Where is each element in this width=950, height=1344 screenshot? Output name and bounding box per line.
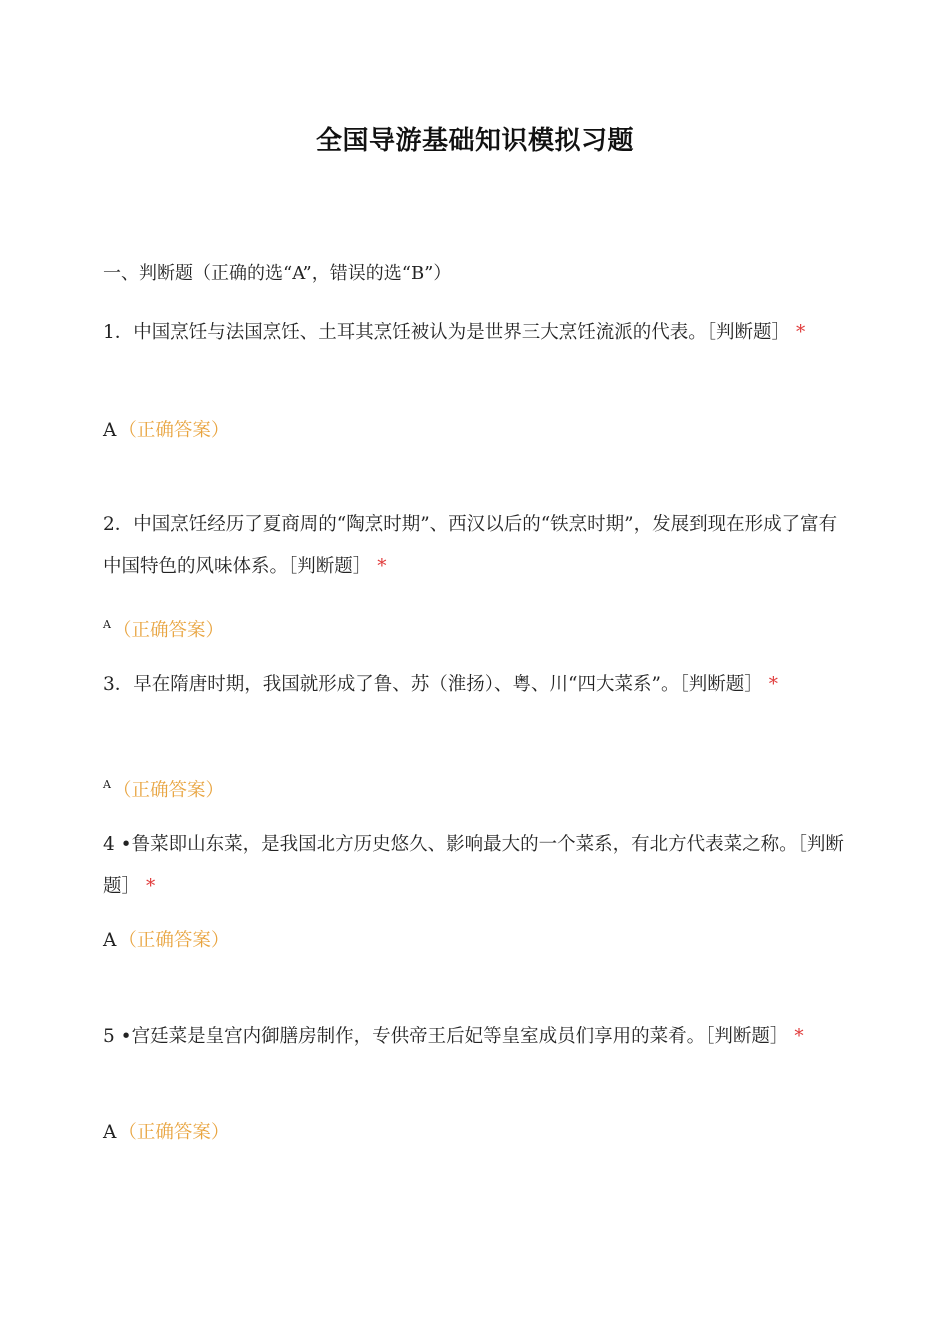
question-3 xyxy=(103,664,845,706)
question-1-text: 1．中国烹饪与法国烹饪、土耳其烹饪被认为是世界三大烹饪流派的代表。［判断题］ xyxy=(103,322,791,343)
section-heading: 一、判断题（正确的选“A”，错误的选“B”） xyxy=(103,263,452,284)
question-2 xyxy=(103,504,845,588)
question-5 xyxy=(103,1016,845,1058)
required-mark: * xyxy=(768,674,778,695)
answer-5-tag: （正确答案） xyxy=(118,1122,230,1143)
question-5-text: 5 •宫廷菜是皇宫内御膳房制作，专供帝王后妃等皇室成员们享用的菜肴。［判断题］ xyxy=(103,1026,789,1047)
answer-2[interactable] xyxy=(103,616,224,642)
page-title: 全国导游基础知识模拟习题 xyxy=(315,126,634,156)
answer-3[interactable] xyxy=(103,776,224,802)
answer-2-option: A xyxy=(103,618,111,631)
answer-5-option: A xyxy=(103,1122,117,1143)
answer-3-option: A xyxy=(103,778,111,791)
answer-1-option: A xyxy=(103,420,117,441)
answer-3-tag: （正确答案） xyxy=(112,780,224,801)
required-mark: * xyxy=(377,556,387,577)
answer-4-tag: （正确答案） xyxy=(118,930,230,951)
answer-1-tag: （正确答案） xyxy=(118,420,230,441)
answer-4-option: A xyxy=(103,930,117,951)
question-1 xyxy=(103,312,845,354)
question-4-text: 4 •鲁菜即山东菜，是我国北方历史悠久、影响最大的一个菜系，有北方代表菜之称。［判断题］ xyxy=(103,834,844,897)
required-mark: * xyxy=(794,1026,804,1047)
question-2-text: 2．中国烹饪经历了夏商周的“陶烹时期”、西汉以后的“铁烹时期”，发展到现在形成了富有中国特色的风味体系。［判断题］ xyxy=(103,514,838,577)
answer-1[interactable] xyxy=(103,416,229,442)
answer-4[interactable] xyxy=(103,926,229,952)
answer-2-tag: （正确答案） xyxy=(112,620,224,641)
question-4 xyxy=(103,824,845,908)
required-mark: * xyxy=(146,876,156,897)
answer-5[interactable] xyxy=(103,1118,229,1144)
required-mark: * xyxy=(796,322,806,343)
question-3-text: 3．早在隋唐时期，我国就形成了鲁、苏（淮扬）、粤、川“四大菜系”。［判断题］ xyxy=(103,674,763,695)
